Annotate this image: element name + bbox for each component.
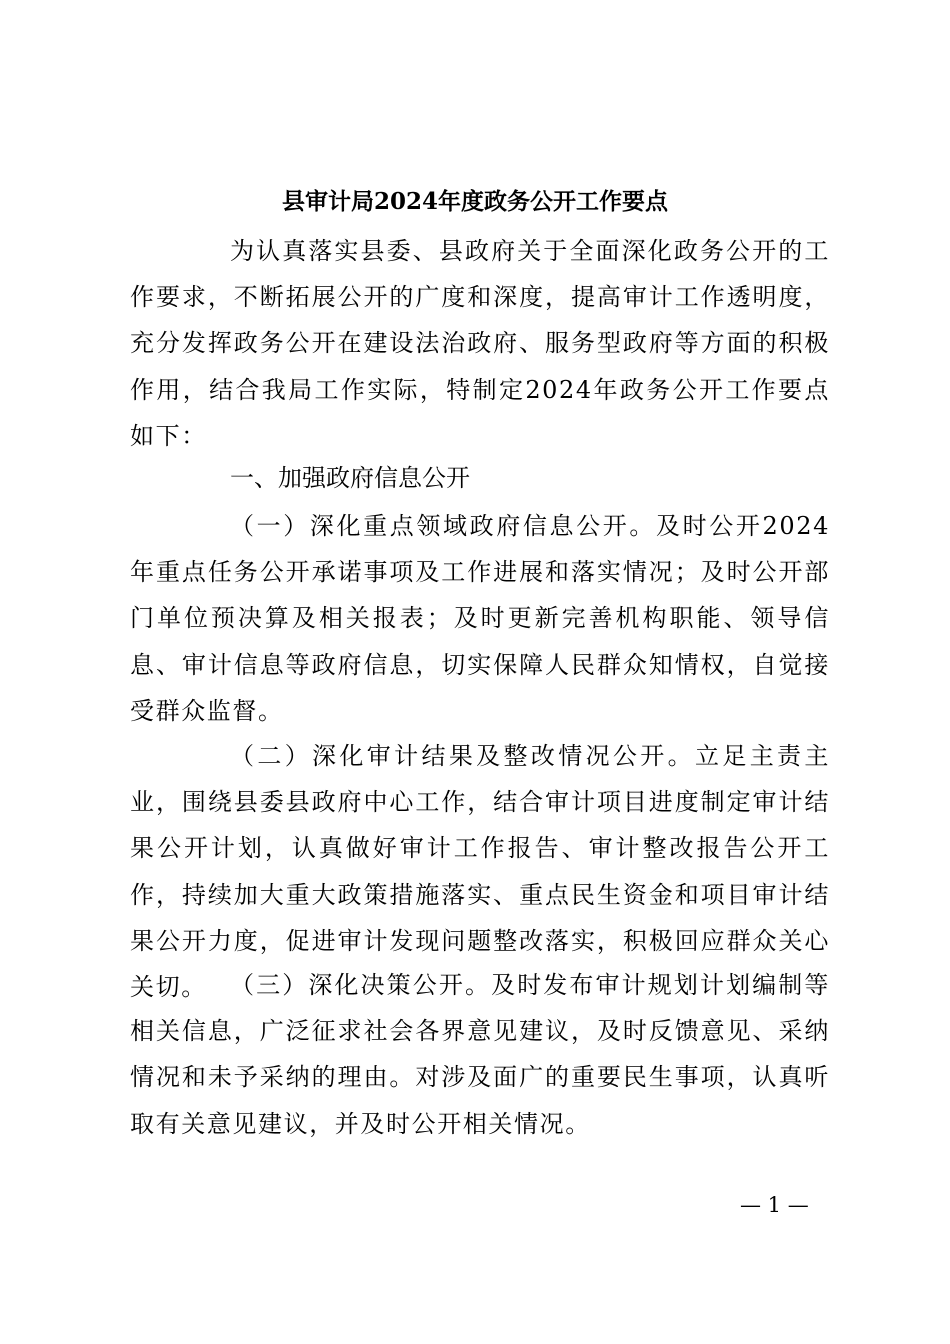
item-body-3: 及时发布审计规划计划编制等相关信息，广泛征求社会各界意见建议，及时反馈意见、采纳情况和未予采纳的理由。对涉及面广的重要民生事项，认真听取有关意见建议，并及时公开相关情况。 — [130, 971, 830, 1138]
item-paragraph-1 — [130, 503, 830, 734]
item-lead-1: （一）深化重点领域政府信息公开。 — [230, 512, 656, 540]
intro-paragraph: 为认真落实县委、县政府关于全面深化政务公开的工作要求，不断拓展公开的广度和深度，提高审计工作透明度，充分发挥政务公开在建设法治政府、服务型政府等方面的积极作用，结合我局工作实际，特制定2024年政务公开工作要点如下： — [130, 237, 830, 450]
page-number: — 1 — — [740, 1193, 809, 1217]
item-paragraph-3 — [130, 962, 830, 1147]
item-body-1: 及时公开2024年重点任务公开承诺事项及工作进展和落实情况；及时公开部门单位预决算及相关报表；及时更新完善机构职能、领导信息、审计信息等政府信息，切实保障人民群众知情权，自觉接受群众监督。 — [130, 512, 830, 725]
item-lead-3: （三）深化决策公开。 — [230, 971, 492, 999]
item-lead-2: （二）深化审计结果及整改情况公开。 — [230, 742, 695, 770]
item-body-2: 立足主责主业，围绕县委县政府中心工作，结合审计项目进度制定审计结果公开计划，认真做好审计工作报告、审计整改报告公开工作，持续加大重大政策措施落实、重点民生资金和项目审计结果公开力度，促进审计发现问题整改落实，积极回应群众关心关切。 — [130, 742, 831, 1002]
section-heading: 一、加强政府信息公开 — [230, 464, 470, 492]
document-title: 县审计局2024年度政务公开工作要点 — [281, 188, 668, 215]
